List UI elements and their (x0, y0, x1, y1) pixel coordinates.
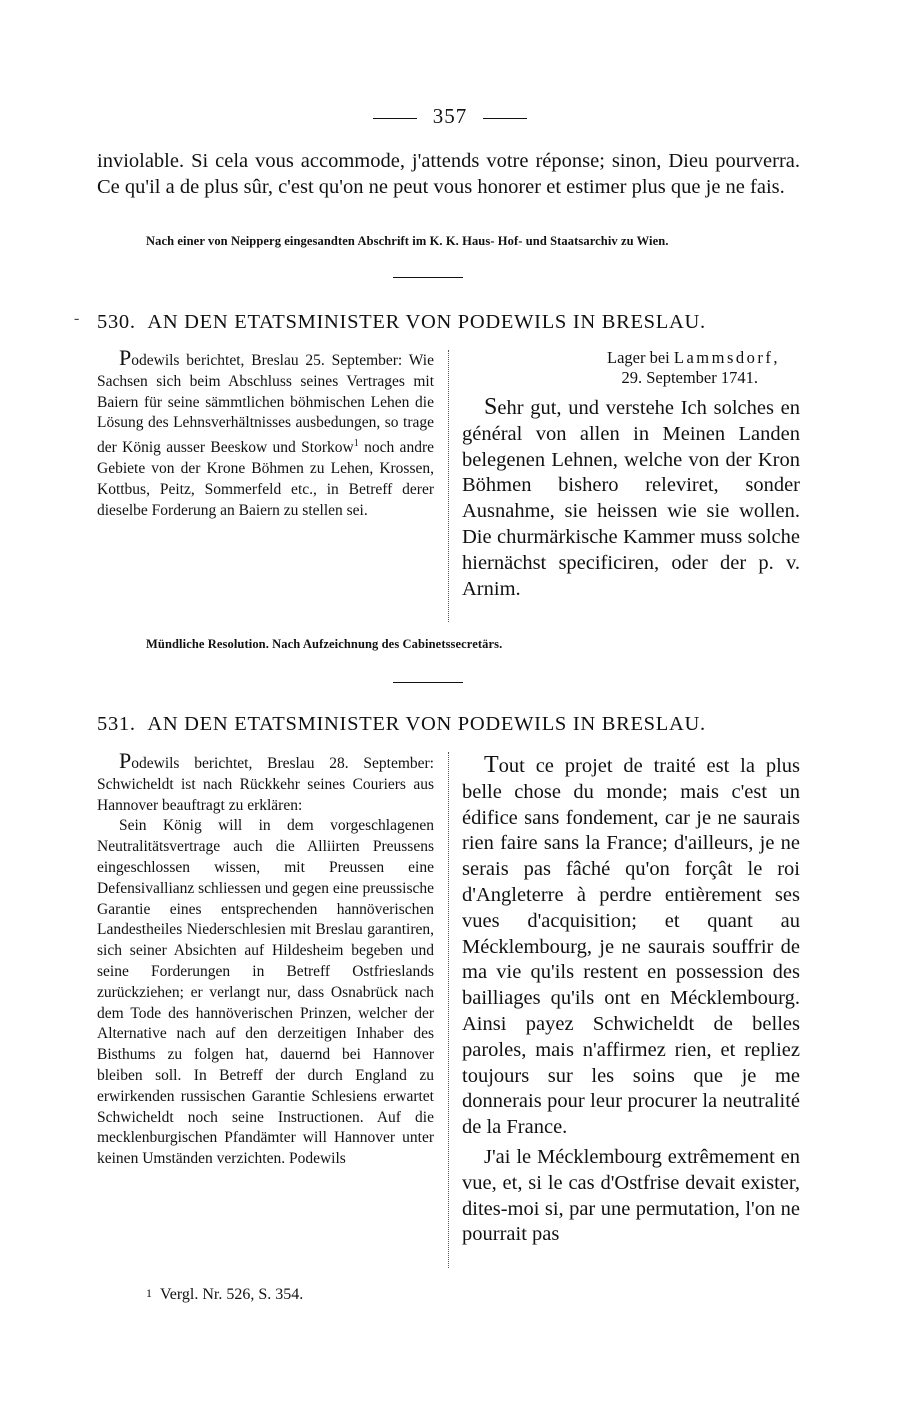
footnote-ref: 1 (353, 438, 359, 450)
column-divider-531 (448, 752, 449, 1268)
letter-531-reply-p1: out ce projet de traité est la plus belle chose du monde; mais c'est un édifice sans fondement, car je ne saurais rien faire sans la France; d'ailleurs, je ne serais pas fâché qu'on forçât le roi d'Angleterre à perdre entièrement ses vues d'acquisition; et quant au Mécklembourg, je ne saurais souffrir de ma vie qu'ils restent en possession des bailliages qu'ils ont en Mécklembourg. Ainsi payez Schwicheldt de belles paroles, mais n'affirmez rien, et repliez toujours sur les soins que je me donnerais pour leur procurer la neutralité de la France. (462, 755, 800, 1139)
separator-531 (393, 682, 463, 683)
letter-530-source: Mündliche Resolution. Nach Aufzeichnung des Cabinetssecretärs. (146, 637, 503, 651)
place-name: Lammsdorf, (673, 348, 780, 367)
letter-530-number: 530. (97, 311, 136, 333)
letter-531-number: 531. (97, 713, 136, 735)
continuation-source: Nach einer von Neipperg eingesandten Abschrift im K. K. Haus- Hof- und Staatsarchiv zu Wien. (146, 234, 669, 248)
footnote-marker: 1 (146, 1286, 152, 1300)
letter-530-place (462, 348, 780, 388)
page-number: 357 (432, 104, 468, 128)
letter-531-summary-p1: odewils berichtet, Breslau 28. September: Schwicheldt ist nach Rückkehr seines Couriers aus Hannover beauftragt zu erklären: (97, 755, 434, 814)
letter-531-reply-p2: J'ai le Mécklembourg extrêmement en vue, et, si le cas d'Ostfrise devait exister, dites-moi si, par une permutation, l'on ne pourrait pas (462, 1145, 800, 1246)
page-header (0, 104, 900, 129)
letter-531-summary-p2: Sein König will in dem vorgeschlagenen Neutralitätsvertrage auch die Alliirten Preussens eingeschlossen wissen, mit Preussen eine Defensivallianz schliessen und gegen eine preussische Garantie eines entsprechenden hannöverischen Landestheiles Niederschlesien mit Breslau garantiren, sich seiner Absichten auf Hildesheim begeben und seine Forderungen in Betreff Ostfrieslands zurückziehen; er verlangt nur, dass Osnabrück nach dem Tode des hannöverischen Prinzen, welcher der Alternative nach auf den derzeitigen Inhaber des Bisthums zu folgen hat, dauernd bei Hannover bleiben soll. In Betreff der durch England zu erwirkenden russischen Garantie Schlesiens erwartet Schwicheldt noch seine Instructionen. Auf die mecklenburgischen Pfandämter will Hannover unter keinen Umständen verzichten. Podewils (97, 817, 435, 1168)
footnote-text: Vergl. Nr. 526, S. 354. (160, 1286, 304, 1303)
letter-531-title: AN DEN ETATSMINISTER VON PODEWILS IN BRESLAU. (147, 713, 706, 735)
letter-531-heading (97, 713, 706, 736)
letter-530-reply-text: ehr gut, und verstehe Ich solches en général von allen in Meinen Landen belegenen Lehnen, welche von der Kron Böhmen bishero releviret, sonder Ausnahme, sie heissen wie sie wollen. Die churmärkische Kammer muss solche hiernächst specificiren, oder der p. v. Arnim. (462, 397, 800, 600)
footnote (146, 1286, 303, 1304)
margin-mark: - (74, 310, 80, 327)
letter-530-heading (97, 311, 706, 334)
letter-531-summary (97, 748, 435, 1170)
letter-530-date: 29. September 1741. (621, 368, 758, 387)
letter-530-reply-dropcap: S (484, 394, 498, 420)
letter-530-summary-cont: noch andre Gebiete von der Krone Böhmen zu Lehen, Krossen, Kottbus, Peitz, Sommerfeld etc., in Betreff derer dieselbe Forderung an Baiern zu stellen sei. (97, 439, 434, 519)
letter-530-reply (462, 395, 800, 602)
continuation-text: inviolable. Si cela vous accommode, j'attends votre réponse; sinon, Dieu pourverra. Ce qu'il a de plus sûr, c'est qu'on ne peut vous honorer et estimer plus que je ne fais. (97, 150, 800, 198)
place-prefix: Lager bei (607, 348, 670, 367)
letter-530-summary (97, 345, 434, 522)
header-rule-right (483, 118, 527, 119)
header-rule-left (373, 118, 417, 119)
letter-531-summary-dropcap: P (119, 748, 132, 773)
letter-530-summary-dropcap: P (119, 345, 132, 370)
letter-531-reply-dropcap: T (484, 752, 499, 778)
letter-530-summary-text: odewils berichtet, Breslau 25. September: Wie Sachsen sich beim Abschluss seines Vertrages mit Baiern für seine sämmtlichen böhmischen Lehen die Lösung des Lehnsverhältnisses ausbedungen, so trage der König ausser Beeskow und Storkow (97, 352, 434, 457)
column-divider-530 (448, 350, 449, 622)
letter-530-title: AN DEN ETATSMINISTER VON PODEWILS IN BRESLAU. (147, 311, 706, 333)
letter-531-reply (462, 753, 800, 1248)
separator-530 (393, 277, 463, 278)
